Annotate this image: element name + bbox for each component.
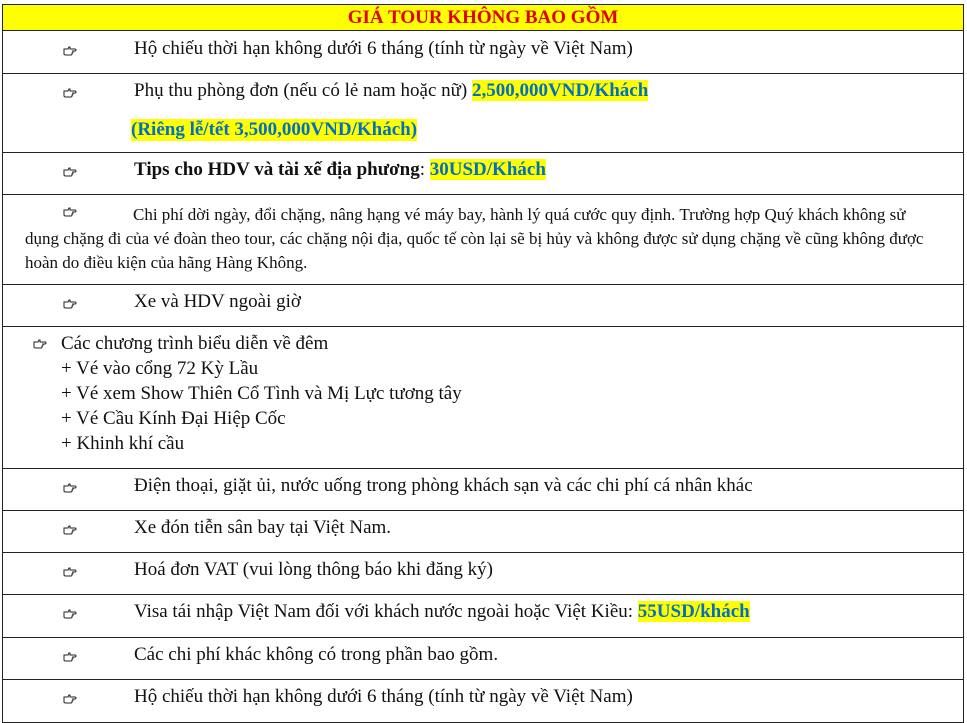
pointing-hand-icon — [63, 299, 77, 309]
pointing-hand-icon — [63, 167, 77, 177]
pointing-hand-icon — [63, 694, 77, 704]
item-text: Xe và HDV ngoài giờ — [134, 291, 301, 312]
item-text: Các chi phí khác không có trong phần bao gồm. — [134, 644, 499, 665]
item-text: Tips cho HDV và tài xế địa phương — [134, 159, 420, 180]
colon: : — [419, 159, 430, 180]
item-text: Điện thoại, giặt ủi, nước uống trong phòng khách sạn và các chi phí cá nhân khác — [134, 475, 753, 496]
sub-item: + Vé xem Show Thiên Cổ Tình và Mị Lực tương tây — [61, 383, 462, 404]
item-text: Hộ chiếu thời hạn không dưới 6 tháng (tính từ ngày về Việt Nam) — [134, 38, 633, 59]
list-item — [3, 74, 963, 153]
list-item — [3, 553, 963, 595]
price-highlight: 55USD/khách — [637, 601, 750, 622]
holiday-price-note: (Riêng lễ/tết 3,500,000VND/Khách) — [131, 119, 418, 140]
list-item — [3, 680, 963, 722]
list-item — [3, 469, 963, 511]
item-text: Phụ thu phòng đơn (nếu có lẻ nam hoặc nữ) — [134, 80, 473, 101]
pointing-hand-icon — [63, 609, 77, 619]
pointing-hand-icon — [63, 652, 77, 662]
item-paragraph: Chi phí dời ngày, đổi chặng, nâng hạng vé máy bay, hành lý quá cước quy định. Trường hợp Quý khách không sử dụng chặng đi của vé đoàn theo tour, các chặng nội địa, quốc tế còn lại sẽ bị hủy và không được sử dụng chặng về cũng không được hoàn do điều kiện của hãng Hàng Không. — [25, 205, 924, 272]
pointing-hand-icon — [33, 339, 47, 349]
sub-item: + Khinh khí cầu — [61, 433, 185, 454]
pointing-hand-icon — [63, 483, 77, 493]
item-text: Hộ chiếu thời hạn không dưới 6 tháng (tính từ ngày về Việt Nam) — [134, 686, 633, 707]
list-item — [3, 153, 963, 195]
price-highlight: 30USD/Khách — [429, 159, 546, 180]
list-item — [3, 595, 963, 638]
list-item — [3, 285, 963, 327]
list-item — [3, 638, 963, 680]
item-text: Xe đón tiễn sân bay tại Việt Nam. — [134, 517, 392, 538]
pointing-hand-icon — [63, 46, 77, 56]
sub-item: + Vé Cầu Kính Đại Hiệp Cốc — [61, 408, 286, 429]
list-item — [3, 31, 963, 74]
table-header: GIÁ TOUR KHÔNG BAO GỒM — [3, 5, 963, 31]
pointing-hand-icon — [63, 567, 77, 577]
pointing-hand-icon — [63, 525, 77, 535]
pointing-hand-icon — [63, 88, 77, 98]
list-item — [3, 511, 963, 553]
item-text: Visa tái nhập Việt Nam đối với khách nước ngoài hoặc Việt Kiều: — [134, 601, 638, 622]
not-included-table — [2, 4, 964, 723]
item-text: Các chương trình biểu diễn về đêm — [61, 333, 329, 354]
list-item — [3, 327, 963, 469]
list-item — [3, 195, 963, 285]
sub-item: + Vé vào cổng 72 Kỳ Lầu — [61, 358, 259, 379]
price-highlight: 2,500,000VND/Khách — [472, 80, 649, 101]
item-text: Hoá đơn VAT (vui lòng thông báo khi đăng ký) — [134, 559, 493, 580]
